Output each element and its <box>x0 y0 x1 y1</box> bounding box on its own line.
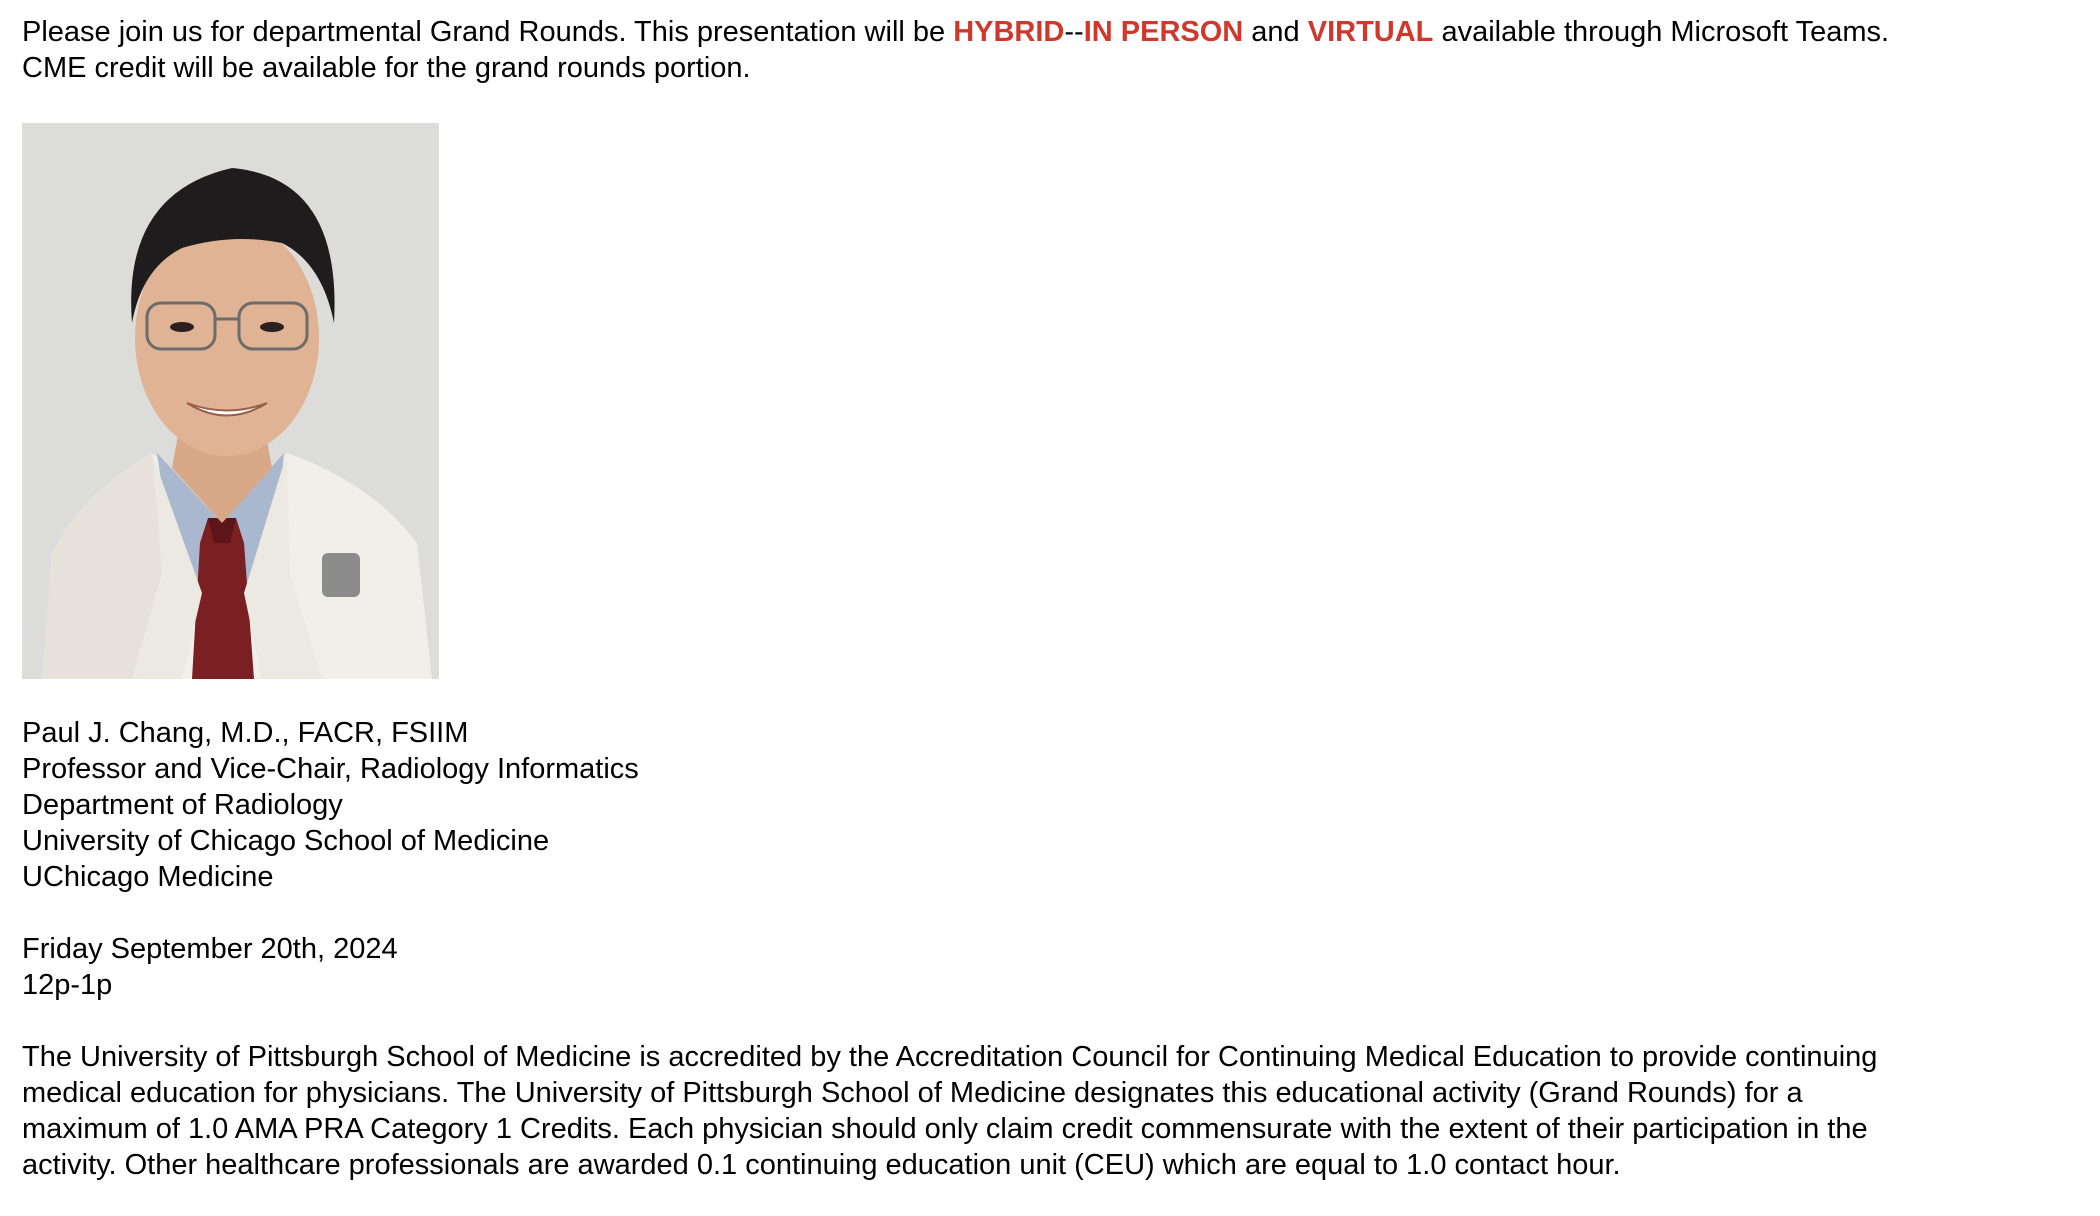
email-body <box>22 14 2082 1183</box>
in-person-label: IN PERSON <box>1083 16 1244 48</box>
speaker-school: University of Chicago School of Medicine <box>22 825 550 857</box>
accreditation-line-2: medical education for physicians. The University of Pittsburgh School of Medicine designates this educational activity (Grand Rounds) for a <box>22 1077 1803 1109</box>
intro-and: and <box>1243 16 1308 48</box>
intro-text-after: available through Microsoft Teams. <box>1433 16 1890 48</box>
accreditation-statement <box>22 1039 2082 1183</box>
event-date: Friday September 20th, 2024 <box>22 933 398 965</box>
accreditation-line-3: maximum of 1.0 AMA PRA Category 1 Credits. Each physician should only claim credit commensurate with the extent of their participation in the <box>22 1113 1868 1145</box>
speaker-photo <box>22 123 439 679</box>
speaker-department: Department of Radiology <box>22 789 343 821</box>
event-time: 12p-1p <box>22 969 113 1001</box>
intro-paragraph <box>22 14 2082 86</box>
intro-line-1 <box>22 14 2082 50</box>
speaker-title: Professor and Vice-Chair, Radiology Informatics <box>22 753 639 785</box>
speaker-name: Paul J. Chang, M.D., FACR, FSIIM <box>22 717 469 749</box>
virtual-label: VIRTUAL <box>1307 16 1434 48</box>
cme-credit-note: CME credit will be available for the grand rounds portion. <box>22 52 751 84</box>
speaker-institution: UChicago Medicine <box>22 861 274 893</box>
event-details <box>22 931 2082 1003</box>
speaker-portrait-image <box>22 123 439 679</box>
hybrid-label: HYBRID <box>953 16 1065 48</box>
accreditation-line-1: The University of Pittsburgh School of Medicine is accredited by the Accreditation Council for Continuing Medical Education to provide continuing <box>22 1041 1878 1073</box>
hybrid-dash: -- <box>1064 16 1084 48</box>
intro-text-before: Please join us for departmental Grand Rounds. This presentation will be <box>22 16 954 48</box>
accreditation-line-4: activity. Other healthcare professionals are awarded 0.1 continuing education unit (CEU) which are equal to 1.0 contact hour. <box>22 1149 1621 1181</box>
speaker-info <box>22 715 2082 895</box>
